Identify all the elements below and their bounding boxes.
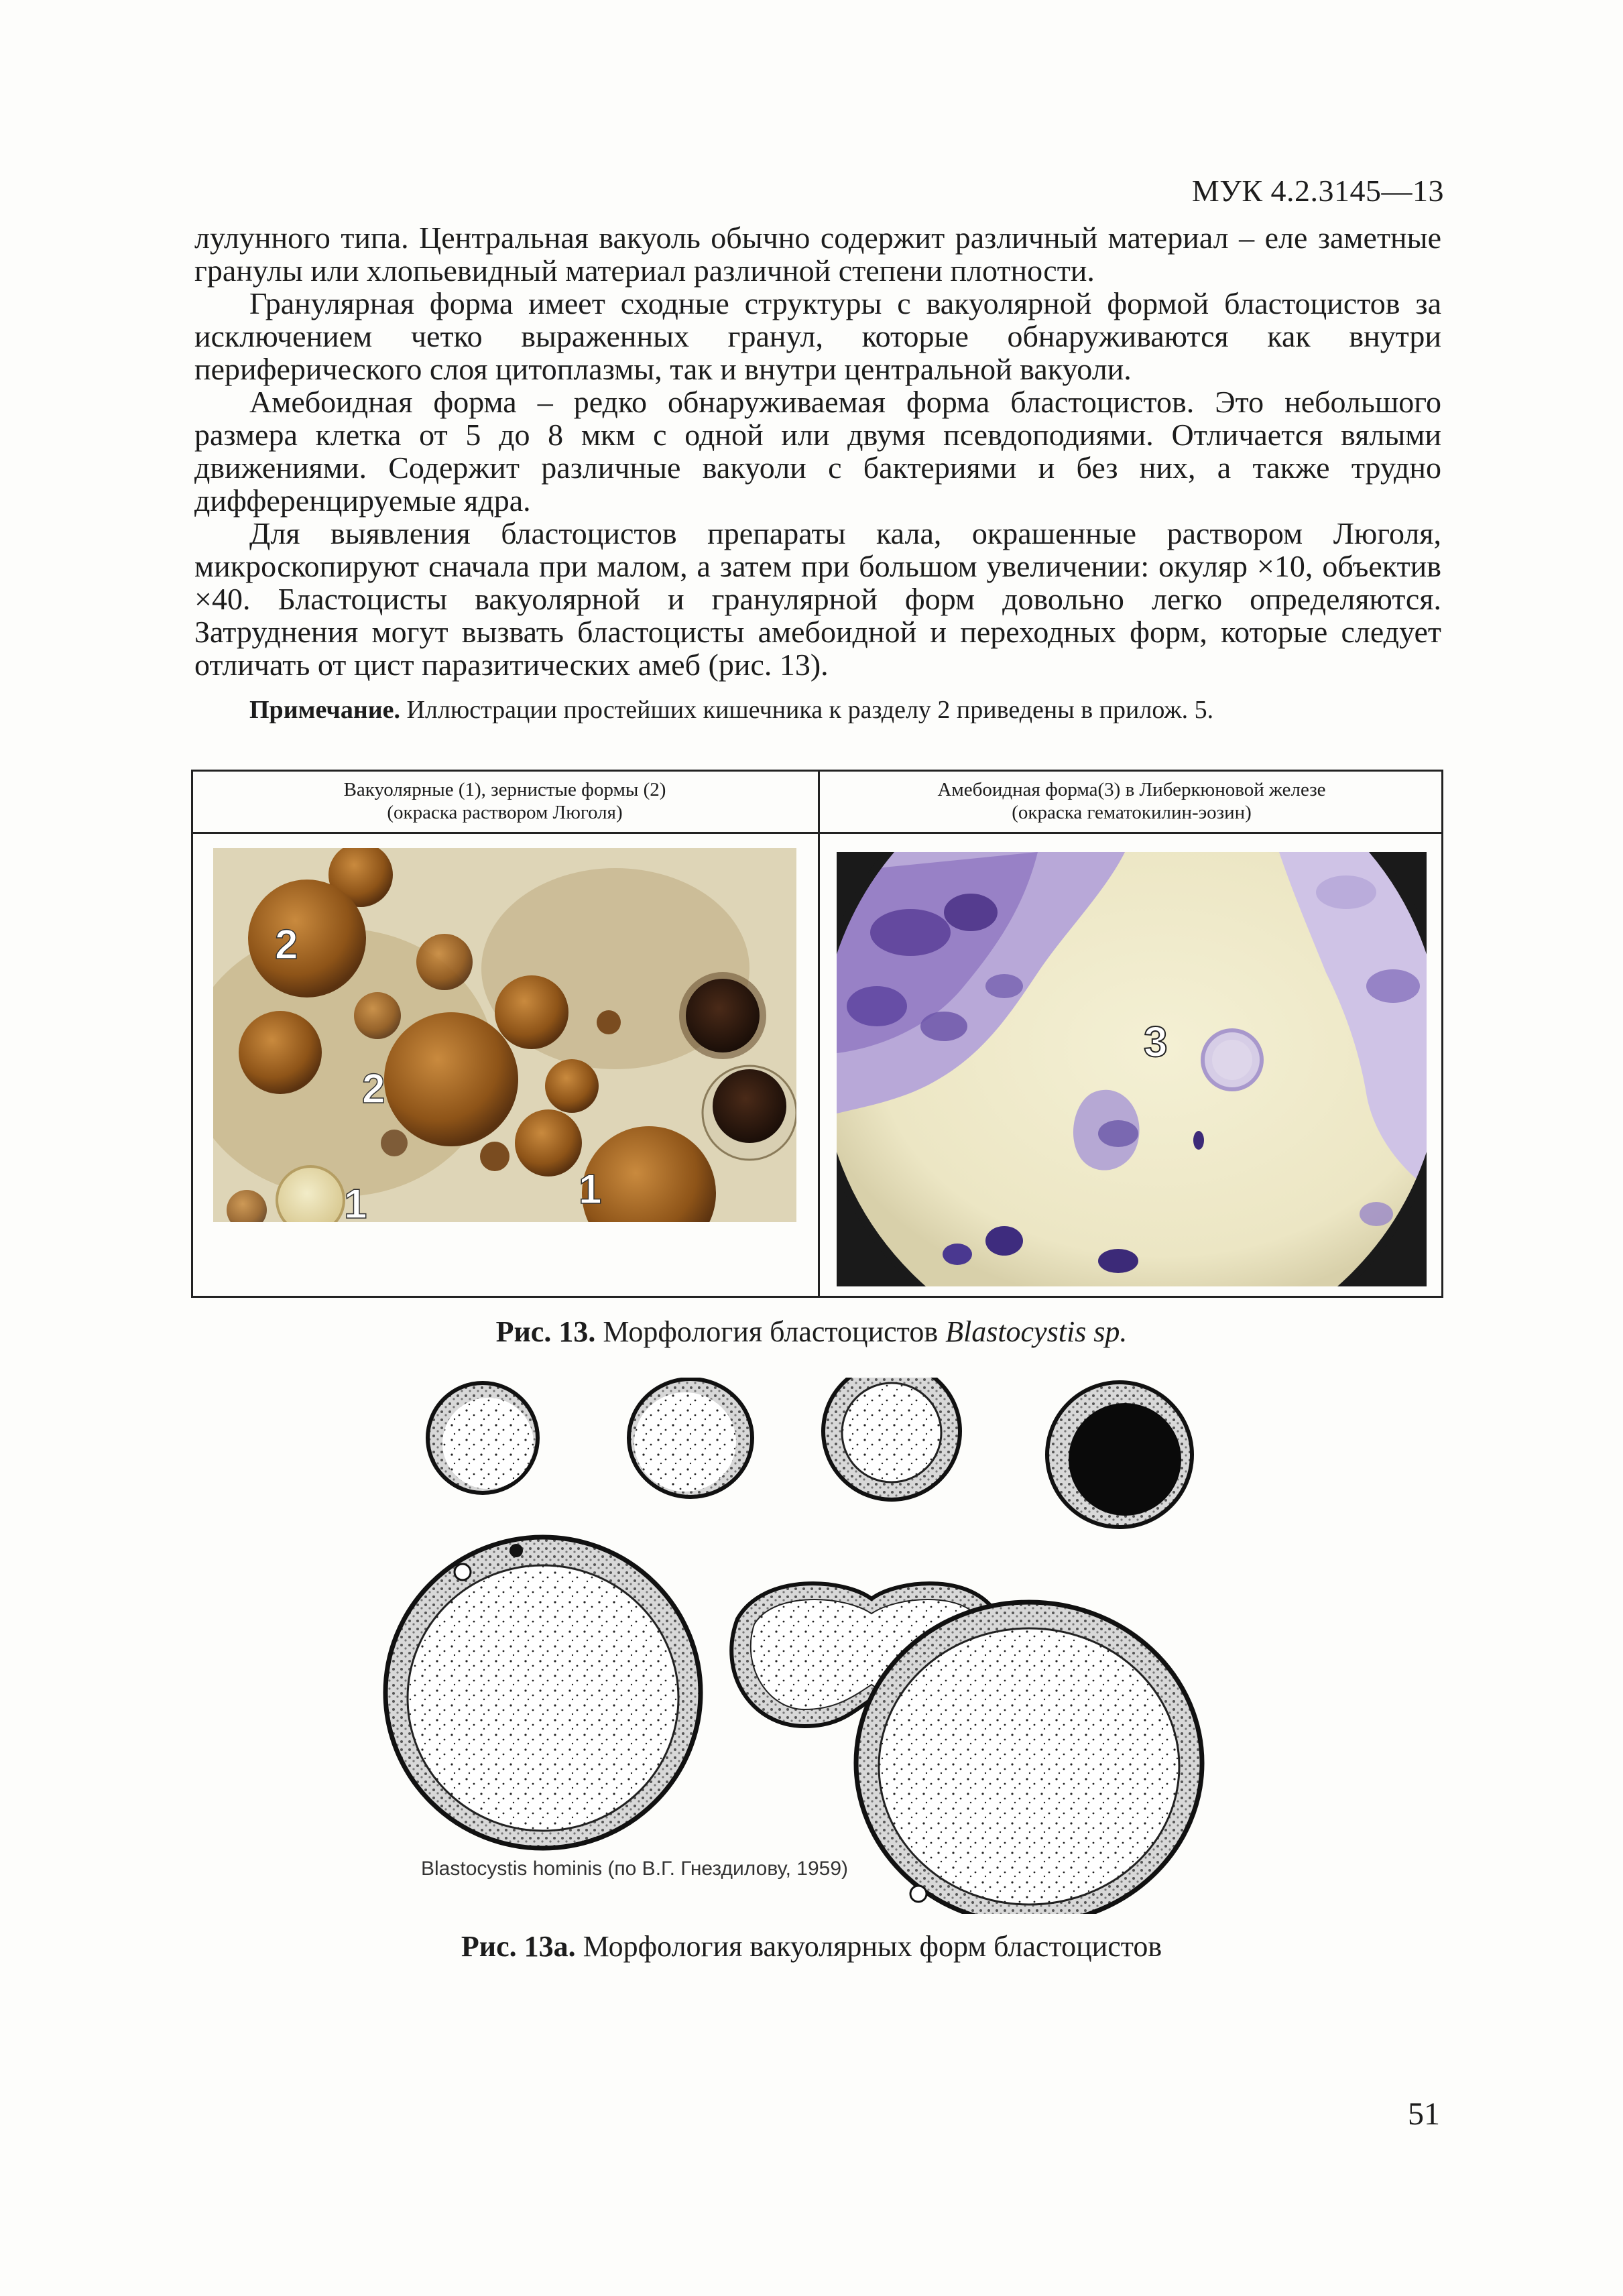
note-label: Примечание. (249, 696, 400, 724)
figure-13-text: Морфология бластоцистов (595, 1315, 946, 1348)
table-column-divider (818, 772, 820, 1296)
figure-13a-caption (0, 1929, 1623, 1963)
figure-13a-text: Морфология вакуолярных форм бластоцистов (575, 1930, 1162, 1963)
label-granular-2: 2 (362, 1066, 385, 1112)
label-granular-1: 2 (275, 922, 298, 968)
blastocystis-drawing (375, 1378, 1247, 1914)
note (249, 695, 1213, 725)
cell-2 (629, 1379, 752, 1497)
left-photo-caption (193, 778, 817, 824)
note-text: Иллюстрации простейших кишечника к разделу 2 приведены в прилож. 5. (400, 696, 1214, 724)
lugol-stained-micrograph (213, 848, 796, 1222)
cell-7-large (856, 1602, 1202, 1914)
cell-5 (385, 1537, 701, 1848)
cell-1 (428, 1383, 538, 1493)
cell-3 (823, 1378, 960, 1500)
figure-13-table (191, 770, 1443, 1298)
he-stained-micrograph (837, 852, 1427, 1286)
figure-13-caption (0, 1315, 1623, 1349)
right-photo-caption (820, 778, 1443, 824)
paragraph-2: Гранулярная форма имеет сходные структуры с вакуолярной формой бластоцистов за исключением четко выраженных гранул, которые обнаруживаются как внутри периферического слоя цитоплазмы, так и внутри центральной вакуоли. (194, 286, 1441, 386)
body-text (194, 221, 1441, 681)
label-ameboid: 3 (1144, 1018, 1168, 1066)
right-caption-line-1: Амебоидная форма(3) в Либеркюновой железе (937, 779, 1326, 800)
paragraph-1: лулунного типа. Центральная вакуоль обычно содержит различный материал – еле заметные гранулы или хлопьевидный материал различной степени плотности. (194, 221, 1441, 288)
figure-13-label: Рис. 13. (495, 1315, 596, 1348)
right-caption-line-2: (окраска гематокилин-эозин) (1012, 802, 1252, 823)
label-vacuolar-1: 1 (344, 1181, 367, 1222)
page-number: 51 (1408, 2096, 1440, 2132)
paragraph-4: Для выявления бластоцистов препараты кала, окрашенные раствором Люголя, микроскопируют сначала при малом, а затем при большом увеличении: окуляр ×10, объектив ×40. Бластоцисты вакуолярной и гранулярной форм довольно легко определяются. Затруднения могут вызвать бластоцисты амебоидной и переходных форм, которые следует отличать от цист паразитических амеб (рис. 13). (194, 516, 1441, 682)
left-caption-line-2: (окраска раствором Люголя) (387, 802, 623, 823)
cell-4-dark (1047, 1382, 1192, 1527)
drawing-credit: Blastocystis hominis (по В.Г. Гнездилову, 1959) (421, 1858, 848, 1880)
paragraph-3: Амебоидная форма – редко обнаруживаемая форма бластоцистов. Это небольшого размера клетка от 5 до 8 мкм с одной или двумя псевдоподиями. Отличается вялыми движениями. Содержит различные вакуоли с бактериями и без них, а также трудно дифференцируемые ядра. (194, 385, 1441, 518)
table-row-divider (193, 832, 1441, 834)
left-caption-line-1: Вакуолярные (1), зернистые формы (2) (343, 779, 666, 800)
figure-13a-label: Рис. 13а. (461, 1930, 576, 1963)
figure-13-species: Blastocystis sp. (945, 1315, 1128, 1348)
document-code-header: МУК 4.2.3145—13 (1191, 174, 1444, 208)
label-vacuolar-2: 1 (579, 1166, 602, 1213)
